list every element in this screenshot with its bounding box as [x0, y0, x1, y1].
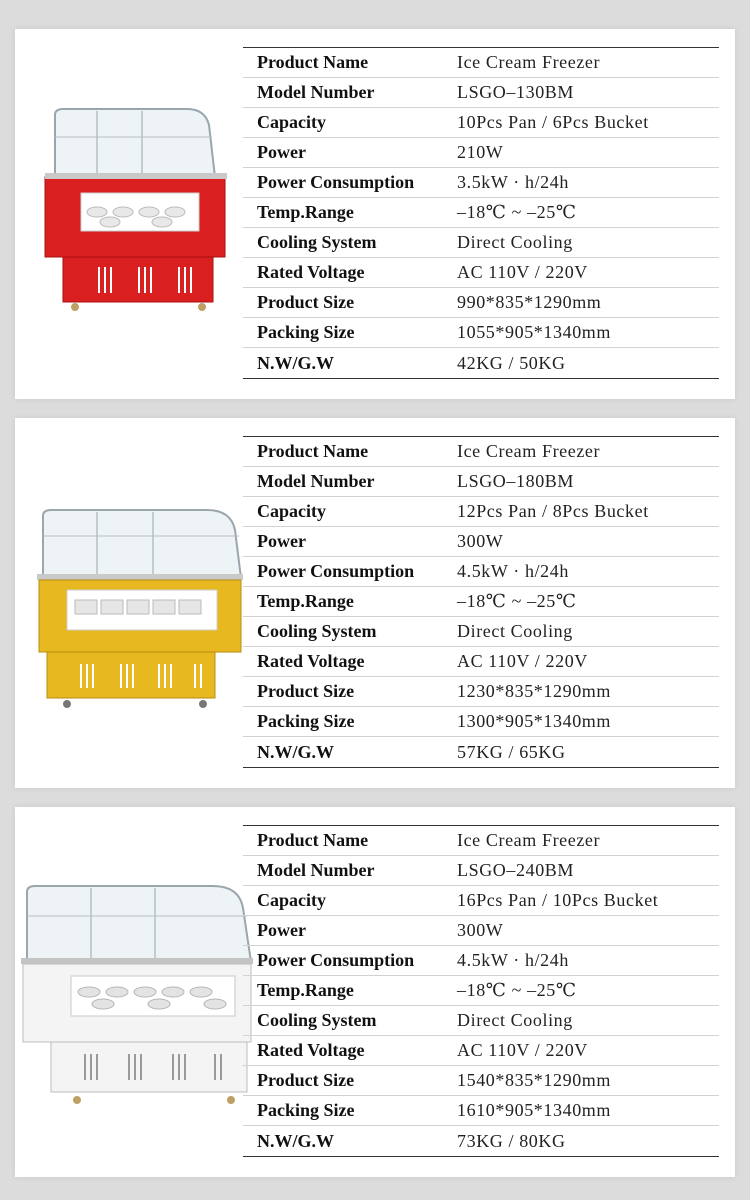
spec-table-1	[243, 47, 719, 379]
spec-value: 1300*905*1340mm	[457, 711, 612, 731]
spec-row	[243, 108, 719, 138]
spec-value: Ice Cream Freezer	[457, 441, 601, 461]
spec-row	[243, 1006, 719, 1036]
spec-row	[243, 318, 719, 348]
spec-value: 1540*835*1290mm	[457, 1070, 612, 1090]
spec-row	[243, 348, 719, 378]
spec-label: Power Consumption	[257, 172, 415, 192]
spec-value: Ice Cream Freezer	[457, 52, 601, 72]
spec-row	[243, 826, 719, 856]
spec-row	[243, 467, 719, 497]
spec-label: Product Name	[257, 441, 369, 461]
spec-label: Cooling System	[257, 232, 377, 252]
spec-row	[243, 707, 719, 737]
spec-row	[243, 258, 719, 288]
spec-value: 210W	[457, 142, 504, 162]
freezer-image-yellow	[35, 506, 251, 731]
spec-label: Product Size	[257, 292, 355, 312]
freezer-image-white	[17, 882, 257, 1122]
spec-row	[243, 228, 719, 258]
spec-row	[243, 587, 719, 617]
spec-label: Power Consumption	[257, 950, 415, 970]
freezer-image-red	[37, 107, 237, 322]
spec-value: Ice Cream Freezer	[457, 830, 601, 850]
spec-label: Power	[257, 142, 306, 162]
spec-label: Rated Voltage	[257, 651, 365, 671]
spec-value: AC 110V / 220V	[457, 262, 588, 282]
spec-label: Product Size	[257, 1070, 355, 1090]
spec-value: 4.5kW · h/24h	[457, 561, 569, 581]
spec-value: 73KG / 80KG	[457, 1130, 566, 1151]
spec-label: Model Number	[257, 82, 375, 102]
spec-label: Product Name	[257, 52, 369, 72]
spec-label: Rated Voltage	[257, 1040, 365, 1060]
spec-table-3	[243, 825, 719, 1157]
spec-value: AC 110V / 220V	[457, 651, 588, 671]
spec-value: 1610*905*1340mm	[457, 1100, 612, 1120]
spec-label: Temp.Range	[257, 591, 354, 611]
spec-row	[243, 946, 719, 976]
spec-value: 4.5kW · h/24h	[457, 950, 569, 970]
spec-row	[243, 647, 719, 677]
red-freezer-icon	[37, 107, 237, 322]
spec-label: Packing Size	[257, 1100, 355, 1120]
spec-value: LSGO–130BM	[457, 82, 575, 102]
spec-label: Cooling System	[257, 1010, 377, 1030]
spec-label: Product Size	[257, 681, 355, 701]
spec-label: Rated Voltage	[257, 262, 365, 282]
spec-value: Direct Cooling	[457, 1010, 573, 1030]
spec-value: 12Pcs Pan / 8Pcs Bucket	[457, 501, 649, 521]
spec-row	[243, 527, 719, 557]
spec-value: 990*835*1290mm	[457, 292, 602, 312]
product-card-1	[15, 29, 735, 399]
spec-row	[243, 737, 719, 767]
spec-value: AC 110V / 220V	[457, 1040, 588, 1060]
spec-value: 10Pcs Pan / 6Pcs Bucket	[457, 112, 649, 132]
product-card-2	[15, 418, 735, 788]
spec-label: Temp.Range	[257, 980, 354, 1000]
spec-value: 300W	[457, 531, 504, 551]
spec-value: Direct Cooling	[457, 621, 573, 641]
spec-row	[243, 677, 719, 707]
spec-value: 300W	[457, 920, 504, 940]
spec-value: LSGO–180BM	[457, 471, 575, 491]
spec-label: Capacity	[257, 112, 326, 132]
spec-value: –18℃ ~ –25℃	[457, 202, 577, 222]
spec-row	[243, 437, 719, 467]
spec-row	[243, 288, 719, 318]
spec-table-2	[243, 436, 719, 768]
spec-label: Model Number	[257, 860, 375, 880]
yellow-freezer-icon	[35, 506, 251, 731]
spec-row	[243, 1126, 719, 1156]
spec-row	[243, 976, 719, 1006]
spec-value: Direct Cooling	[457, 232, 573, 252]
spec-value: –18℃ ~ –25℃	[457, 591, 577, 611]
spec-row	[243, 557, 719, 587]
product-card-3	[15, 807, 735, 1177]
spec-label: Temp.Range	[257, 202, 354, 222]
spec-value: 42KG / 50KG	[457, 352, 566, 373]
spec-row	[243, 916, 719, 946]
spec-label: Product Name	[257, 830, 369, 850]
spec-row	[243, 1036, 719, 1066]
spec-row	[243, 138, 719, 168]
spec-row	[243, 886, 719, 916]
spec-value: 1230*835*1290mm	[457, 681, 612, 701]
spec-label: Packing Size	[257, 322, 355, 342]
spec-label: N.W/G.W	[257, 741, 335, 762]
spec-label: Power	[257, 920, 306, 940]
white-freezer-icon	[17, 882, 257, 1122]
spec-label: N.W/G.W	[257, 352, 335, 373]
spec-label: Power	[257, 531, 306, 551]
spec-value: 3.5kW · h/24h	[457, 172, 569, 192]
spec-label: Capacity	[257, 890, 326, 910]
spec-value: 16Pcs Pan / 10Pcs Bucket	[457, 890, 659, 910]
spec-label: Cooling System	[257, 621, 377, 641]
spec-row	[243, 617, 719, 647]
spec-row	[243, 48, 719, 78]
spec-value: 57KG / 65KG	[457, 741, 566, 762]
spec-value: LSGO–240BM	[457, 860, 575, 880]
spec-row	[243, 1066, 719, 1096]
spec-label: N.W/G.W	[257, 1130, 335, 1151]
spec-label: Capacity	[257, 501, 326, 521]
spec-row	[243, 168, 719, 198]
spec-value: 1055*905*1340mm	[457, 322, 612, 342]
spec-label: Model Number	[257, 471, 375, 491]
spec-row	[243, 856, 719, 886]
spec-row	[243, 497, 719, 527]
spec-value: –18℃ ~ –25℃	[457, 980, 577, 1000]
spec-label: Packing Size	[257, 711, 355, 731]
spec-row	[243, 1096, 719, 1126]
spec-row	[243, 78, 719, 108]
spec-label: Power Consumption	[257, 561, 415, 581]
spec-row	[243, 198, 719, 228]
